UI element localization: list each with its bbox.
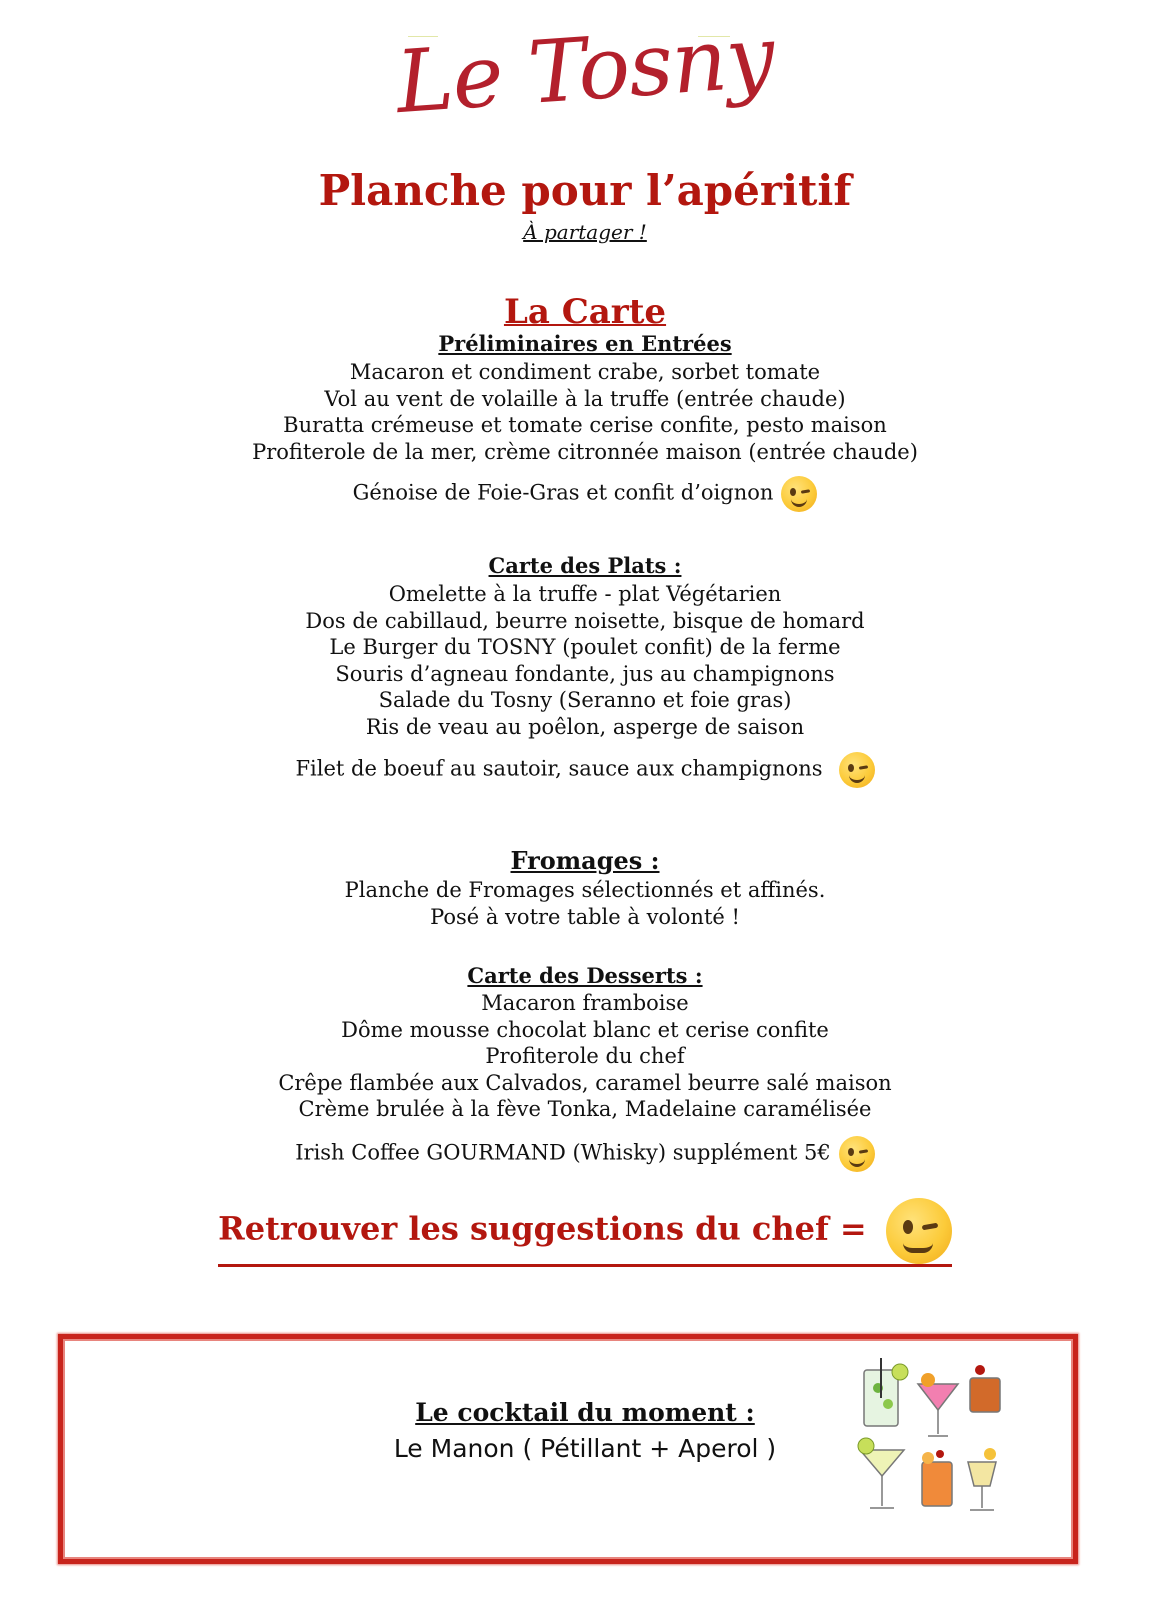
menu-item: Dos de cabillaud, beurre noisette, bisque de homard (305, 608, 865, 633)
fromages-list (0, 877, 1170, 930)
plats-special-row (0, 752, 1170, 788)
menu-item: Crêpe flambée aux Calvados, caramel beurre salé maison (278, 1070, 892, 1095)
wink-emoji-icon (781, 476, 817, 512)
menu-item: Macaron et condiment crabe, sorbet tomate (349, 360, 821, 384)
plats-special: Filet de boeuf au sautoir, sauce aux champignons (295, 756, 823, 781)
menu-item: Ris de veau au poêlon, asperge de saison (365, 714, 805, 739)
entrees-list (0, 359, 1170, 465)
cocktail-heading: Le cocktail du moment : (415, 1398, 755, 1427)
menu-item: Profiterole de la mer, crème citronnée maison (entrée chaude) (252, 439, 918, 464)
restaurant-logo: Le Tosny (393, 6, 777, 134)
entrees-heading: Préliminaires en Entrées (438, 331, 732, 356)
desserts-special-row (0, 1136, 1170, 1172)
wink-emoji-icon (839, 752, 875, 788)
plats-heading: Carte des Plats : (488, 553, 682, 578)
carte-heading-text: La Carte (503, 292, 667, 332)
cocktail-description: Le Manon ( Pétillant + Aperol ) (393, 1434, 777, 1463)
plats-list (0, 581, 1170, 741)
entrees-special-row (0, 476, 1170, 512)
chef-suggestions-line (218, 1198, 952, 1267)
chef-suggestions-text: Retrouver les suggestions du chef = (218, 1209, 867, 1248)
menu-item: Macaron framboise (481, 991, 689, 1015)
cocktail-glasses-icon (856, 1358, 1006, 1516)
menu-item: Buratta crémeuse et tomate cerise confite, pesto maison (283, 413, 887, 438)
menu-item: Souris d’agneau fondante, jus au champignons (335, 661, 835, 686)
chef-suggestions (0, 1198, 1170, 1267)
wink-emoji-icon (839, 1136, 875, 1172)
desserts-special: Irish Coffee GOURMAND (Whisky) supplément 5€ (295, 1140, 831, 1165)
desserts-heading: Carte des Desserts : (467, 963, 703, 988)
page-title: Planche pour l’apéritif (318, 166, 852, 215)
menu-item: Vol au vent de volaille à la truffe (entrée chaude) (324, 386, 846, 411)
page-subtitle: À partager ! (523, 220, 647, 244)
fromages-heading: Fromages : (510, 846, 660, 875)
menu-item: Profiterole du chef (485, 1044, 685, 1069)
entrees-special: Génoise de Foie-Gras et confit d’oignon (352, 480, 774, 505)
menu-item: Planche de Fromages sélectionnés et affinés. (344, 878, 826, 902)
menu-item: Salade du Tosny (Seranno et foie gras) (378, 688, 792, 713)
menu-item: Omelette à la truffe - plat Végétarien (388, 582, 782, 606)
menu-item: Posé à votre table à volonté ! (430, 904, 740, 929)
menu-item: Crème brulée à la fève Tonka, Madelaine caramélisée (298, 1097, 872, 1122)
carte-heading (0, 292, 1170, 332)
desserts-list (0, 990, 1170, 1123)
wink-emoji-icon (886, 1198, 952, 1264)
menu-item: Le Burger du TOSNY (poulet confit) de la ferme (329, 635, 841, 660)
menu-item: Dôme mousse chocolat blanc et cerise confite (341, 1017, 829, 1042)
